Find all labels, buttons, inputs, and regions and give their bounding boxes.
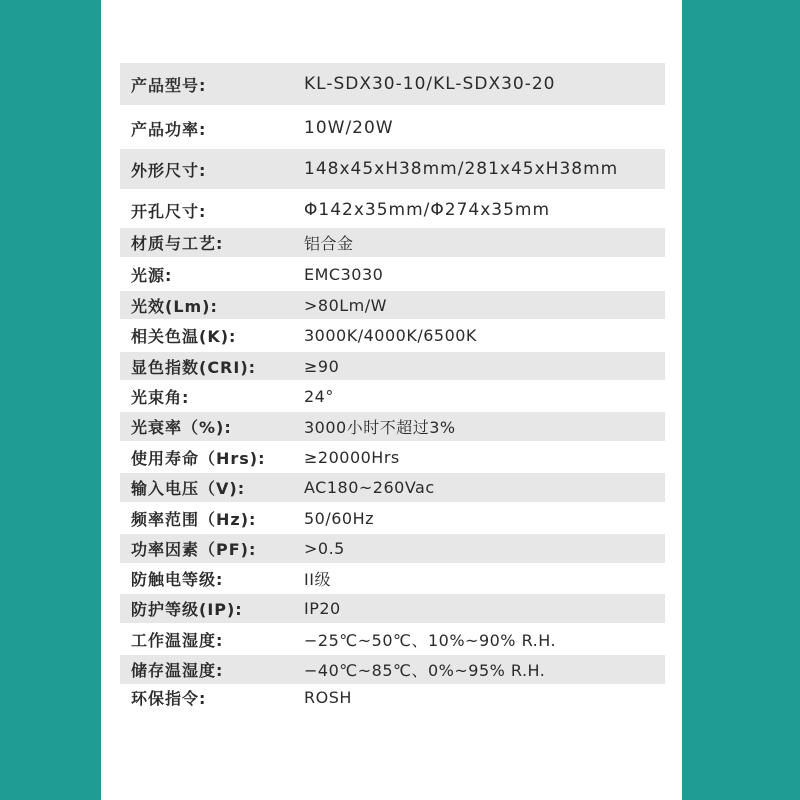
spec-value: >0.5 <box>304 539 345 558</box>
spec-label: 产品型号: <box>131 75 207 95</box>
spec-label: 开孔尺寸: <box>131 201 207 221</box>
spec-row-material <box>120 228 665 257</box>
spec-row-dimensions <box>120 149 665 189</box>
spec-label: 环保指令: <box>131 688 207 708</box>
spec-label: 输入电压（V): <box>131 479 246 498</box>
spec-row-frequency <box>120 504 665 532</box>
spec-label: 频率范围（Hz): <box>131 509 257 529</box>
spec-label: 光源: <box>131 265 173 285</box>
spec-value: ≥20000Hrs <box>304 447 400 467</box>
spec-row-lifespan <box>120 443 665 471</box>
spec-value: ≥90 <box>304 356 340 376</box>
spec-value: 3000小时不超过3% <box>304 418 456 437</box>
spec-value: IP20 <box>304 599 341 618</box>
spec-row-shock-protection <box>120 564 665 592</box>
spec-row-lumen-decay <box>120 412 665 441</box>
spec-row-operating-conditions <box>120 625 665 653</box>
spec-label: 功率因素（PF): <box>131 540 257 559</box>
spec-row-efficacy <box>120 291 665 319</box>
spec-label: 光束角: <box>131 387 190 407</box>
spec-value: 50/60Hz <box>304 508 375 528</box>
spec-value: II级 <box>304 569 331 589</box>
spec-row-power <box>120 110 665 146</box>
spec-value: 3000K/4000K/6500K <box>304 325 477 345</box>
spec-row-cct <box>120 321 665 349</box>
spec-value: 148x45xH38mm/281x45xH38mm <box>304 159 619 179</box>
spec-label: 产品功率: <box>131 119 207 139</box>
spec-value: KL-SDX30-10/KL-SDX30-20 <box>304 74 556 94</box>
spec-value: −25℃~50℃、10%~90% R.H. <box>304 630 557 650</box>
spec-row-environmental <box>120 683 665 711</box>
spec-label: 光效(Lm): <box>131 296 218 316</box>
spec-label: 防护等级(IP): <box>131 600 243 619</box>
spec-row-beam-angle <box>120 382 665 410</box>
spec-row-cri <box>120 352 665 380</box>
spec-sheet-panel <box>101 0 682 800</box>
spec-label: 工作温湿度: <box>131 630 224 650</box>
spec-row-storage-conditions <box>120 655 665 684</box>
spec-row-model <box>120 63 665 105</box>
spec-value: Φ142x35mm/Φ274x35mm <box>304 200 551 220</box>
spec-row-input-voltage <box>120 473 665 502</box>
spec-value: AC180~260Vac <box>304 478 435 497</box>
spec-label: 相关色温(K): <box>131 326 237 346</box>
spec-row-power-factor <box>120 534 665 563</box>
spec-label: 外形尺寸: <box>131 160 207 180</box>
spec-value: 铝合金 <box>304 234 354 253</box>
spec-label: 光衰率（%): <box>131 418 232 437</box>
spec-value: >80Lm/W <box>304 295 387 315</box>
spec-value: −40℃~85℃、0%~95% R.H. <box>304 661 546 680</box>
spec-label: 防触电等级: <box>131 569 224 589</box>
spec-label: 材质与工艺: <box>131 234 224 253</box>
spec-row-ip-rating <box>120 594 665 623</box>
spec-value: 10W/20W <box>304 118 394 138</box>
spec-row-light-source <box>120 260 665 288</box>
spec-value: ROSH <box>304 687 352 707</box>
spec-value: EMC3030 <box>304 264 384 284</box>
spec-row-cutout <box>120 192 665 228</box>
spec-label: 储存温湿度: <box>131 661 224 680</box>
spec-value: 24° <box>304 386 334 406</box>
spec-label: 使用寿命（Hrs): <box>131 448 266 468</box>
spec-label: 显色指数(CRI): <box>131 357 257 377</box>
